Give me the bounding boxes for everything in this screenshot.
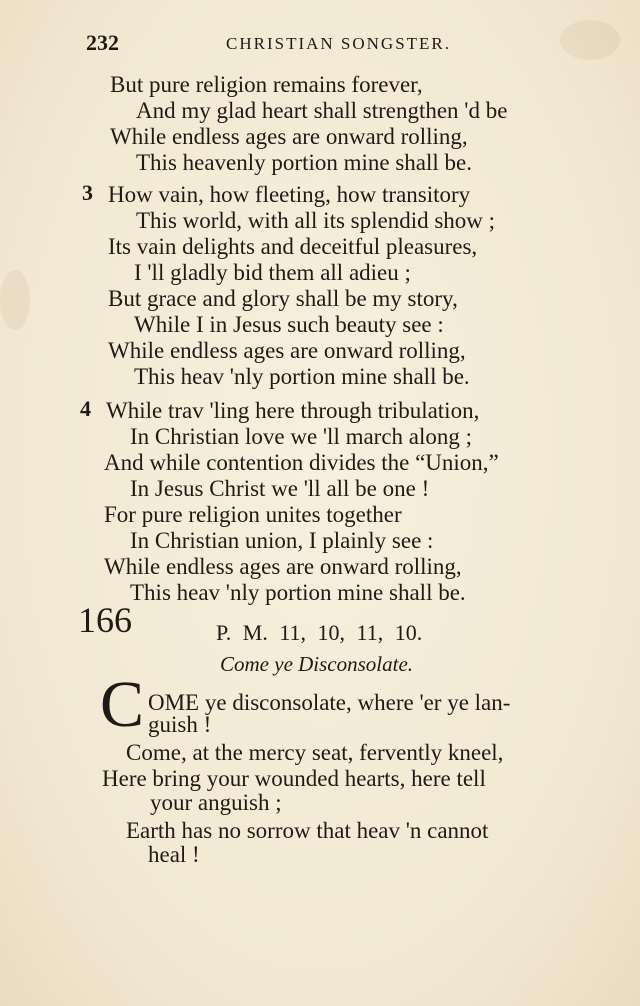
running-head: CHRISTIAN SONGSTER. (226, 34, 452, 53)
paper-stain (0, 270, 30, 330)
verse-line: OME ye disconsolate, where 'er ye lan- (148, 690, 511, 715)
stanza-number: 3 (82, 180, 93, 205)
verse-line: For pure religion unites together (104, 502, 402, 527)
page-header (86, 30, 600, 60)
verse-line: Here bring your wounded hearts, here tell (102, 766, 486, 791)
verse-line: While endless ages are onward rolling, (108, 338, 466, 363)
drop-cap: C (100, 668, 145, 741)
verse-line: In Christian love we 'll march along ; (130, 424, 473, 449)
verse-line: This world, with all its splendid show ; (136, 208, 496, 233)
verse-line: Its vain delights and deceitful pleasures, (108, 234, 478, 259)
verse-line: But pure religion remains forever, (110, 72, 423, 97)
hymn-number: 166 (78, 600, 132, 640)
verse-line: While endless ages are onward rolling, (104, 554, 462, 579)
verse-line: In Christian union, I plainly see : (130, 528, 434, 553)
stanza-number: 4 (80, 396, 91, 421)
verse-line: This heav 'nly portion mine shall be. (130, 580, 466, 605)
page-number: 232 (86, 30, 119, 55)
verse-line: This heavenly portion mine shall be. (136, 150, 472, 175)
hymn-title: Come ye Disconsolate. (220, 652, 414, 676)
hymn-meter: P. M. 11, 10, 11, 10. (216, 620, 423, 645)
verse-line: In Jesus Christ we 'll all be one ! (130, 476, 430, 501)
verse-line: And while contention divides the “Union,” (104, 450, 499, 475)
verse-line: And my glad heart shall strengthen 'd be (136, 98, 508, 123)
verse-line: While endless ages are onward rolling, (110, 124, 468, 149)
verse-line: This heav 'nly portion mine shall be. (134, 364, 470, 389)
verse-line: heal ! (148, 842, 200, 867)
verse-line: your anguish ; (150, 790, 282, 815)
verse-line: Earth has no sorrow that heav 'n cannot (126, 818, 489, 843)
verse-line: But grace and glory shall be my story, (108, 286, 458, 311)
verse-line: guish ! (148, 712, 212, 737)
verse-line: While I in Jesus such beauty see : (134, 312, 444, 337)
verse-line: Come, at the mercy seat, fervently kneel, (126, 740, 504, 765)
verse-line: How vain, how fleeting, how transitory (108, 182, 471, 207)
verse-line: While trav 'ling here through tribulation, (106, 398, 480, 423)
verse-line: I 'll gladly bid them all adieu ; (134, 260, 411, 285)
